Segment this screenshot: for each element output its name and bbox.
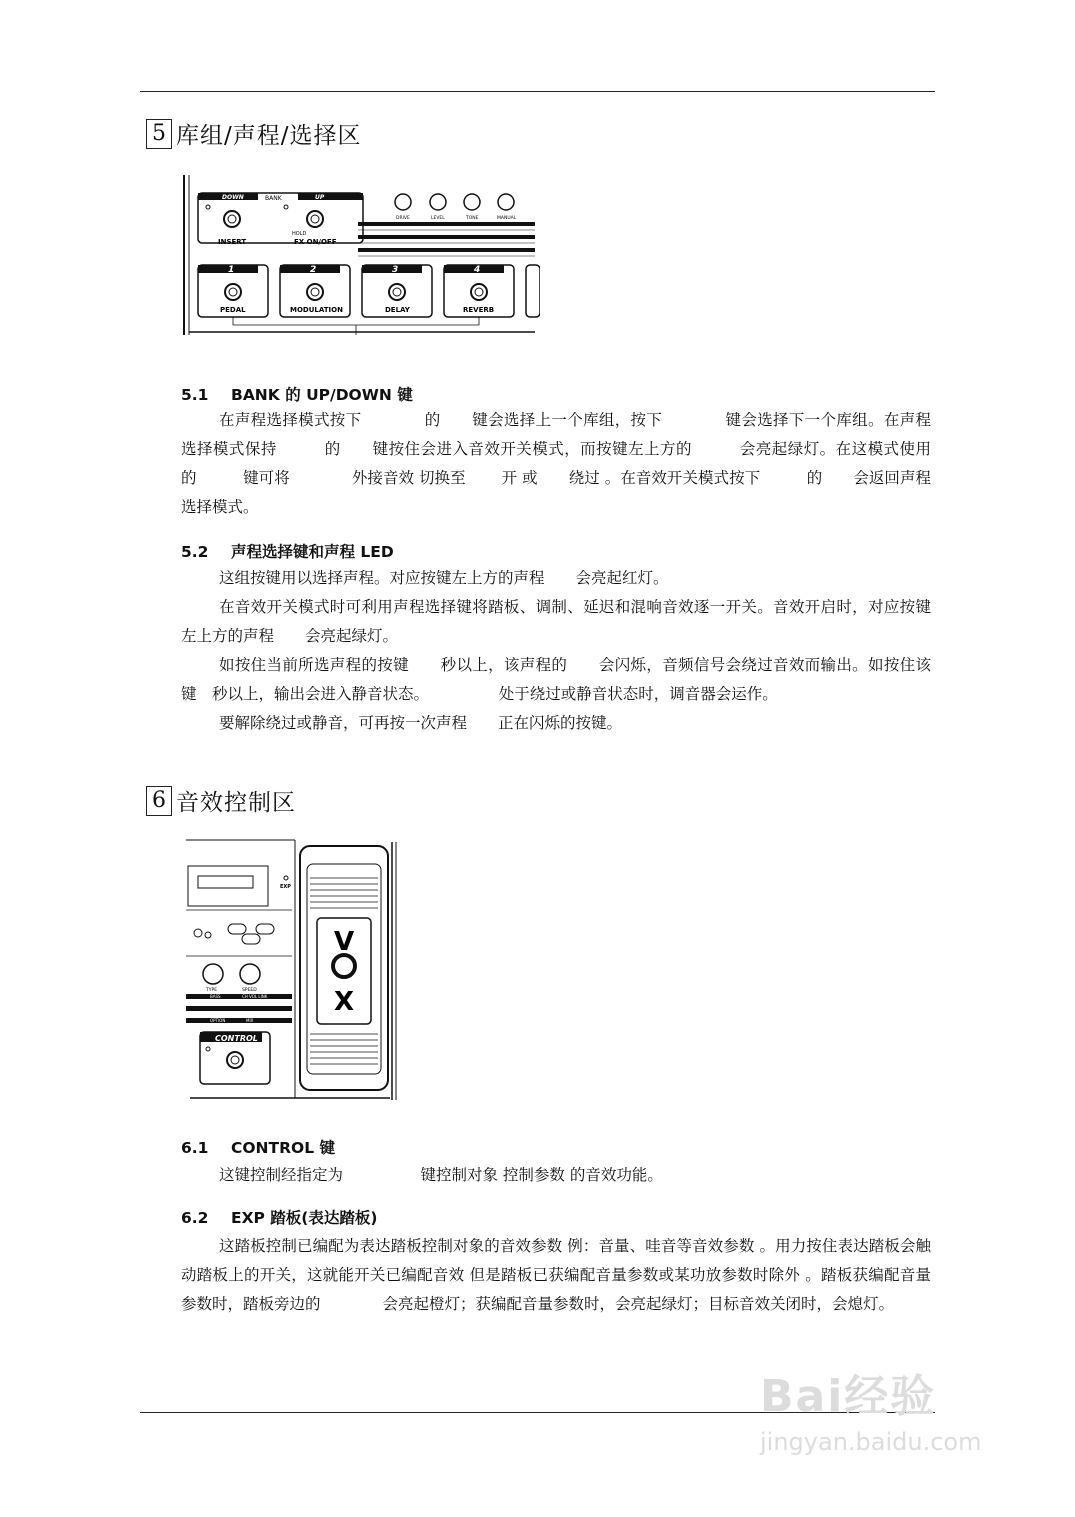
level-knob[interactable]	[430, 194, 446, 210]
section-5-title: 库组/声程/选择区	[176, 123, 362, 149]
control-label: CONTROL	[215, 1034, 258, 1043]
baidu-watermark	[760, 1360, 981, 1456]
type-knob[interactable]	[203, 964, 223, 984]
program-1-number: 1	[228, 265, 235, 275]
manual-knob[interactable]	[498, 194, 514, 210]
parameter-knobs	[358, 194, 535, 256]
paragraph: 在音效开关模式时可利用声程选择键将踏板、调制、延迟和混响音效逐一开关。音效开启时，对应按键左上方的声程 会亮起绿灯。	[181, 598, 931, 645]
subsection-6-2-title: EXP 踏板(表达踏板)	[231, 1209, 378, 1227]
bank-box	[198, 193, 363, 246]
subsection-6-2-number: 6.2	[181, 1209, 209, 1227]
subsection-5-2-heading	[181, 540, 394, 562]
speed-knob[interactable]	[240, 964, 260, 984]
knob-label-type: TYPE	[206, 988, 218, 993]
subsection-5-2-number: 5.2	[181, 543, 209, 561]
knob-label-level: LEVEL	[431, 216, 445, 221]
subsection-5-1-body	[181, 406, 978, 522]
watermark-url: jingyan.baidu.com	[760, 1428, 982, 1456]
lcd-display	[188, 866, 268, 906]
subsection-6-1-body	[181, 1161, 931, 1190]
program-1-label: PEDAL	[220, 306, 246, 314]
svg-text:X: X	[333, 987, 355, 1017]
row-label-option: OPTION	[210, 1018, 226, 1023]
paragraph: 这组按键用以选择声程。对应按键左上方的声程 会亮起红灯。	[219, 569, 669, 587]
drive-knob[interactable]	[395, 194, 411, 210]
program-2-number: 2	[310, 265, 317, 275]
exp-pedal[interactable]	[300, 846, 388, 1090]
program-button-4[interactable]	[444, 265, 514, 317]
section-6-heading	[146, 784, 296, 817]
program-4-number: 4	[474, 265, 481, 275]
program-button-1[interactable]	[198, 265, 268, 317]
exp-label: EXP	[280, 884, 291, 890]
subsection-5-2-body	[181, 564, 931, 738]
row-label-mix: MIX	[246, 1018, 254, 1023]
down-label: DOWN	[222, 194, 244, 201]
paragraph: 这键控制经指定为 键控制对象 控制参数 的音效功能。	[219, 1166, 663, 1184]
program-buttons	[198, 265, 540, 335]
paragraph: 要解除绕过或静音，可再按一次声程 正在闪烁的按键。	[219, 714, 623, 732]
watermark-brand: Bai经验	[760, 1371, 937, 1422]
paragraph: 这踏板控制已编配为表达踏板控制对象的音效参数 例：音量、哇音等音效参数 。用力按住表达踏板会触动踏板上的开关，这就能开关已编配音效 但是踏板已获编配音量参数或某功放参数时除外 。踏板获编配音量参数时，踏板旁边的 会亮起橙灯；获编配音量参数时，会亮起绿灯；目标音效关闭时，会熄灯。	[181, 1237, 931, 1313]
knob-label-drive: DRIVE	[396, 216, 410, 221]
subsection-5-1-title: BANK 的 UP/DOWN 键	[231, 386, 413, 404]
row-label-bass: BASS	[210, 994, 221, 999]
subsection-6-2-heading	[181, 1206, 377, 1228]
section-5-number: 5	[146, 119, 172, 149]
program-3-label: DELAY	[385, 306, 410, 314]
tone-knob[interactable]	[464, 194, 480, 210]
paragraph: 在声程选择模式按下 的 键会选择上一个库组，按下 键会选择下一个库组。在声程选择模式保持 的 键按住会进入音效开关模式，而按键左上方的 会亮起绿灯。在这模式使用 的 键可将 外接音效 切换至 开 或 绕过 。在音效开关模式按下 的 会返回声程选择模式。	[181, 411, 978, 516]
program-2-label: MODULATION	[290, 306, 343, 314]
subsection-5-1-heading	[181, 383, 413, 405]
bank-label: BANK	[265, 195, 282, 202]
section-6-number: 6	[146, 786, 172, 816]
subsection-6-1-heading	[181, 1136, 335, 1158]
bank-program-panel-figure	[180, 175, 540, 355]
control-button[interactable]	[200, 1032, 270, 1084]
subsection-6-1-title: CONTROL 键	[231, 1139, 335, 1157]
vox-logo: V	[333, 927, 355, 957]
section-6-title: 音效控制区	[176, 790, 296, 816]
hold-label: HOLD	[292, 231, 307, 237]
subsection-5-2-title: 声程选择键和声程 LED	[231, 543, 394, 561]
program-button-2[interactable]	[280, 265, 350, 317]
top-rule	[140, 91, 935, 92]
subsection-5-1-number: 5.1	[181, 386, 209, 404]
insert-label: INSERT	[218, 238, 247, 246]
knob-label-manual: MANUAL	[497, 216, 517, 221]
program-button-3[interactable]	[362, 265, 432, 317]
fx-onoff-label: FX ON/OFF	[294, 238, 337, 246]
section-5-heading	[146, 117, 362, 150]
up-label: UP	[315, 194, 325, 201]
row-label-chvol: CH VOL LINK	[242, 994, 268, 999]
program-4-label: REVERB	[463, 306, 495, 314]
program-3-number: 3	[392, 265, 399, 275]
knob-label-speed: SPEED	[242, 988, 257, 993]
control-exp-pedal-figure	[180, 838, 400, 1104]
knob-label-tone: TONE	[466, 216, 479, 221]
paragraph: 如按住当前所选声程的按键 秒以上，该声程的 会闪烁，音频信号会绕过音效而输出。如按住该键 秒以上，输出会进入静音状态。 处于绕过或静音状态时，调音器会运作。	[181, 656, 931, 703]
subsection-6-1-number: 6.1	[181, 1139, 209, 1157]
subsection-6-2-body	[181, 1232, 931, 1319]
